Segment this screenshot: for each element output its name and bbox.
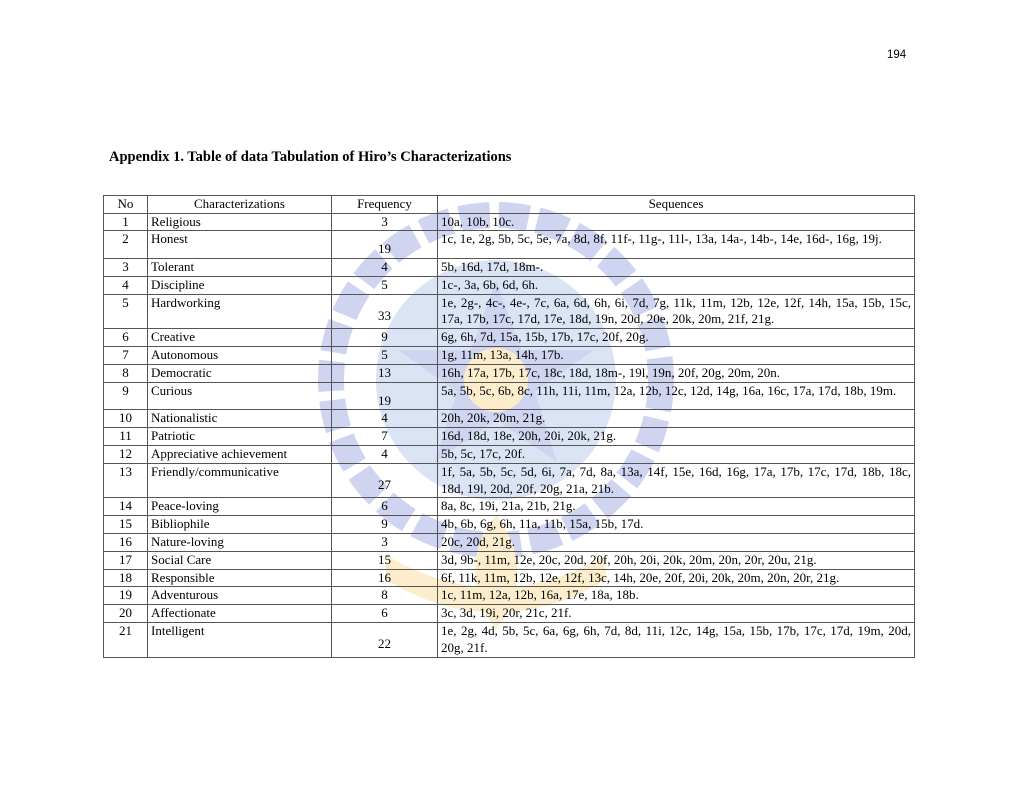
table-row — [104, 410, 915, 428]
row-no: 10 — [104, 410, 148, 428]
table-row — [104, 534, 915, 552]
row-characterization: Honest — [148, 231, 332, 259]
table-row — [104, 516, 915, 534]
row-sequences: 1e, 2g, 4d, 5b, 5c, 6a, 6g, 6h, 7d, 8d, 11i, 12c, 14g, 15a, 15b, 17b, 17c, 17d, 19m, 20d, 20g, 21f. — [438, 623, 915, 658]
row-no: 11 — [104, 428, 148, 446]
table-row — [104, 569, 915, 587]
header-no: No — [104, 196, 148, 214]
row-no: 4 — [104, 276, 148, 294]
row-no: 12 — [104, 446, 148, 464]
row-sequences: 5b, 5c, 17c, 20f. — [438, 446, 915, 464]
row-frequency: 6 — [332, 498, 438, 516]
row-frequency: 19 — [332, 382, 438, 410]
table-header-row — [104, 196, 915, 214]
row-sequences: 8a, 8c, 19i, 21a, 21b, 21g. — [438, 498, 915, 516]
table-row — [104, 446, 915, 464]
row-frequency: 22 — [332, 623, 438, 658]
row-no: 16 — [104, 534, 148, 552]
row-sequences: 6f, 11k, 11m, 12b, 12e, 12f, 13c, 14h, 20e, 20f, 20i, 20k, 20m, 20n, 20r, 21g. — [438, 569, 915, 587]
row-frequency: 15 — [332, 551, 438, 569]
row-frequency: 33 — [332, 294, 438, 329]
table-row — [104, 463, 915, 498]
table-row — [104, 231, 915, 259]
table-row — [104, 498, 915, 516]
table-row — [104, 329, 915, 347]
row-characterization: Nationalistic — [148, 410, 332, 428]
table-row — [104, 551, 915, 569]
row-characterization: Hardworking — [148, 294, 332, 329]
row-sequences: 1c, 11m, 12a, 12b, 16a, 17e, 18a, 18b. — [438, 587, 915, 605]
table-row — [104, 428, 915, 446]
row-characterization: Discipline — [148, 276, 332, 294]
row-characterization: Affectionate — [148, 605, 332, 623]
row-characterization: Nature-loving — [148, 534, 332, 552]
row-sequences: 3d, 9b-, 11m, 12e, 20c, 20d, 20f, 20h, 20i, 20k, 20m, 20n, 20r, 20u, 21g. — [438, 551, 915, 569]
row-frequency: 27 — [332, 463, 438, 498]
row-frequency: 4 — [332, 410, 438, 428]
row-no: 18 — [104, 569, 148, 587]
row-characterization: Curious — [148, 382, 332, 410]
characterizations-table — [103, 195, 915, 658]
row-no: 3 — [104, 259, 148, 277]
row-no: 7 — [104, 347, 148, 365]
table-row — [104, 347, 915, 365]
row-sequences: 16d, 18d, 18e, 20h, 20i, 20k, 21g. — [438, 428, 915, 446]
row-no: 21 — [104, 623, 148, 658]
row-no: 5 — [104, 294, 148, 329]
row-no: 1 — [104, 213, 148, 231]
row-sequences: 20h, 20k, 20m, 21g. — [438, 410, 915, 428]
row-no: 20 — [104, 605, 148, 623]
table-row — [104, 259, 915, 277]
header-frequency: Frequency — [332, 196, 438, 214]
row-sequences: 4b, 6b, 6g, 6h, 11a, 11b, 15a, 15b, 17d. — [438, 516, 915, 534]
row-sequences: 1c-, 3a, 6b, 6d, 6h. — [438, 276, 915, 294]
row-sequences: 1c, 1e, 2g, 5b, 5c, 5e, 7a, 8d, 8f, 11f-, 11g-, 11l-, 13a, 14a-, 14b-, 14e, 16d-, 16g, 19j. — [438, 231, 915, 259]
table-row — [104, 213, 915, 231]
table-row — [104, 587, 915, 605]
row-frequency: 3 — [332, 534, 438, 552]
row-sequences: 1f, 5a, 5b, 5c, 5d, 6i, 7a, 7d, 8a, 13a, 14f, 15e, 16d, 16g, 17a, 17b, 17c, 17d, 18b, 18c, 18d, 19l, 20d, 20f, 20g, 21a, 21b. — [438, 463, 915, 498]
row-frequency: 3 — [332, 213, 438, 231]
row-frequency: 19 — [332, 231, 438, 259]
header-characterizations: Characterizations — [148, 196, 332, 214]
header-sequences: Sequences — [438, 196, 915, 214]
row-characterization: Democratic — [148, 364, 332, 382]
row-no: 8 — [104, 364, 148, 382]
row-frequency: 5 — [332, 276, 438, 294]
table-row — [104, 294, 915, 329]
row-no: 6 — [104, 329, 148, 347]
row-no: 19 — [104, 587, 148, 605]
row-frequency: 7 — [332, 428, 438, 446]
row-characterization: Peace-loving — [148, 498, 332, 516]
row-no: 13 — [104, 463, 148, 498]
row-frequency: 9 — [332, 516, 438, 534]
row-no: 2 — [104, 231, 148, 259]
table-row — [104, 364, 915, 382]
row-sequences: 1g, 11m, 13a, 14h, 17b. — [438, 347, 915, 365]
row-sequences: 16h, 17a, 17b, 17c, 18c, 18d, 18m-, 19l, 19n, 20f, 20g, 20m, 20n. — [438, 364, 915, 382]
row-characterization: Social Care — [148, 551, 332, 569]
row-characterization: Tolerant — [148, 259, 332, 277]
row-frequency: 9 — [332, 329, 438, 347]
row-sequences: 6g, 6h, 7d, 15a, 15b, 17b, 17c, 20f, 20g. — [438, 329, 915, 347]
row-sequences: 10a, 10b, 10c. — [438, 213, 915, 231]
row-characterization: Bibliophile — [148, 516, 332, 534]
table-row — [104, 382, 915, 410]
row-frequency: 8 — [332, 587, 438, 605]
row-sequences: 1e, 2g-, 4c-, 4e-, 7c, 6a, 6d, 6h, 6i, 7d, 7g, 11k, 11m, 12b, 12e, 12f, 14h, 15a, 15b, 15c, 17a, 17b, 17c, 17d, 17e, 18d, 19n, 20d, 20e, 20k, 20m, 21f, 21g. — [438, 294, 915, 329]
table-row — [104, 623, 915, 658]
row-sequences: 5a, 5b, 5c, 6b, 8c, 11h, 11i, 11m, 12a, 12b, 12c, 12d, 14g, 16a, 16c, 17a, 17d, 18b, 19m. — [438, 382, 915, 410]
table-row — [104, 605, 915, 623]
row-characterization: Friendly/communicative — [148, 463, 332, 498]
row-frequency: 6 — [332, 605, 438, 623]
row-sequences: 3c, 3d, 19i, 20r, 21c, 21f. — [438, 605, 915, 623]
row-characterization: Intelligent — [148, 623, 332, 658]
page-number: 194 — [887, 49, 907, 61]
row-no: 17 — [104, 551, 148, 569]
row-frequency: 4 — [332, 259, 438, 277]
row-characterization: Appreciative achievement — [148, 446, 332, 464]
row-sequences: 20c, 20d, 21g. — [438, 534, 915, 552]
row-characterization: Creative — [148, 329, 332, 347]
row-frequency: 16 — [332, 569, 438, 587]
row-frequency: 4 — [332, 446, 438, 464]
row-sequences: 5b, 16d, 17d, 18m-. — [438, 259, 915, 277]
row-frequency: 13 — [332, 364, 438, 382]
row-characterization: Autonomous — [148, 347, 332, 365]
row-no: 15 — [104, 516, 148, 534]
row-characterization: Responsible — [148, 569, 332, 587]
row-no: 9 — [104, 382, 148, 410]
row-characterization: Religious — [148, 213, 332, 231]
row-characterization: Patriotic — [148, 428, 332, 446]
table-row — [104, 276, 915, 294]
table-title: Appendix 1. Table of data Tabulation of Hiro’s Characterizations — [109, 149, 512, 165]
row-no: 14 — [104, 498, 148, 516]
row-characterization: Adventurous — [148, 587, 332, 605]
row-frequency: 5 — [332, 347, 438, 365]
